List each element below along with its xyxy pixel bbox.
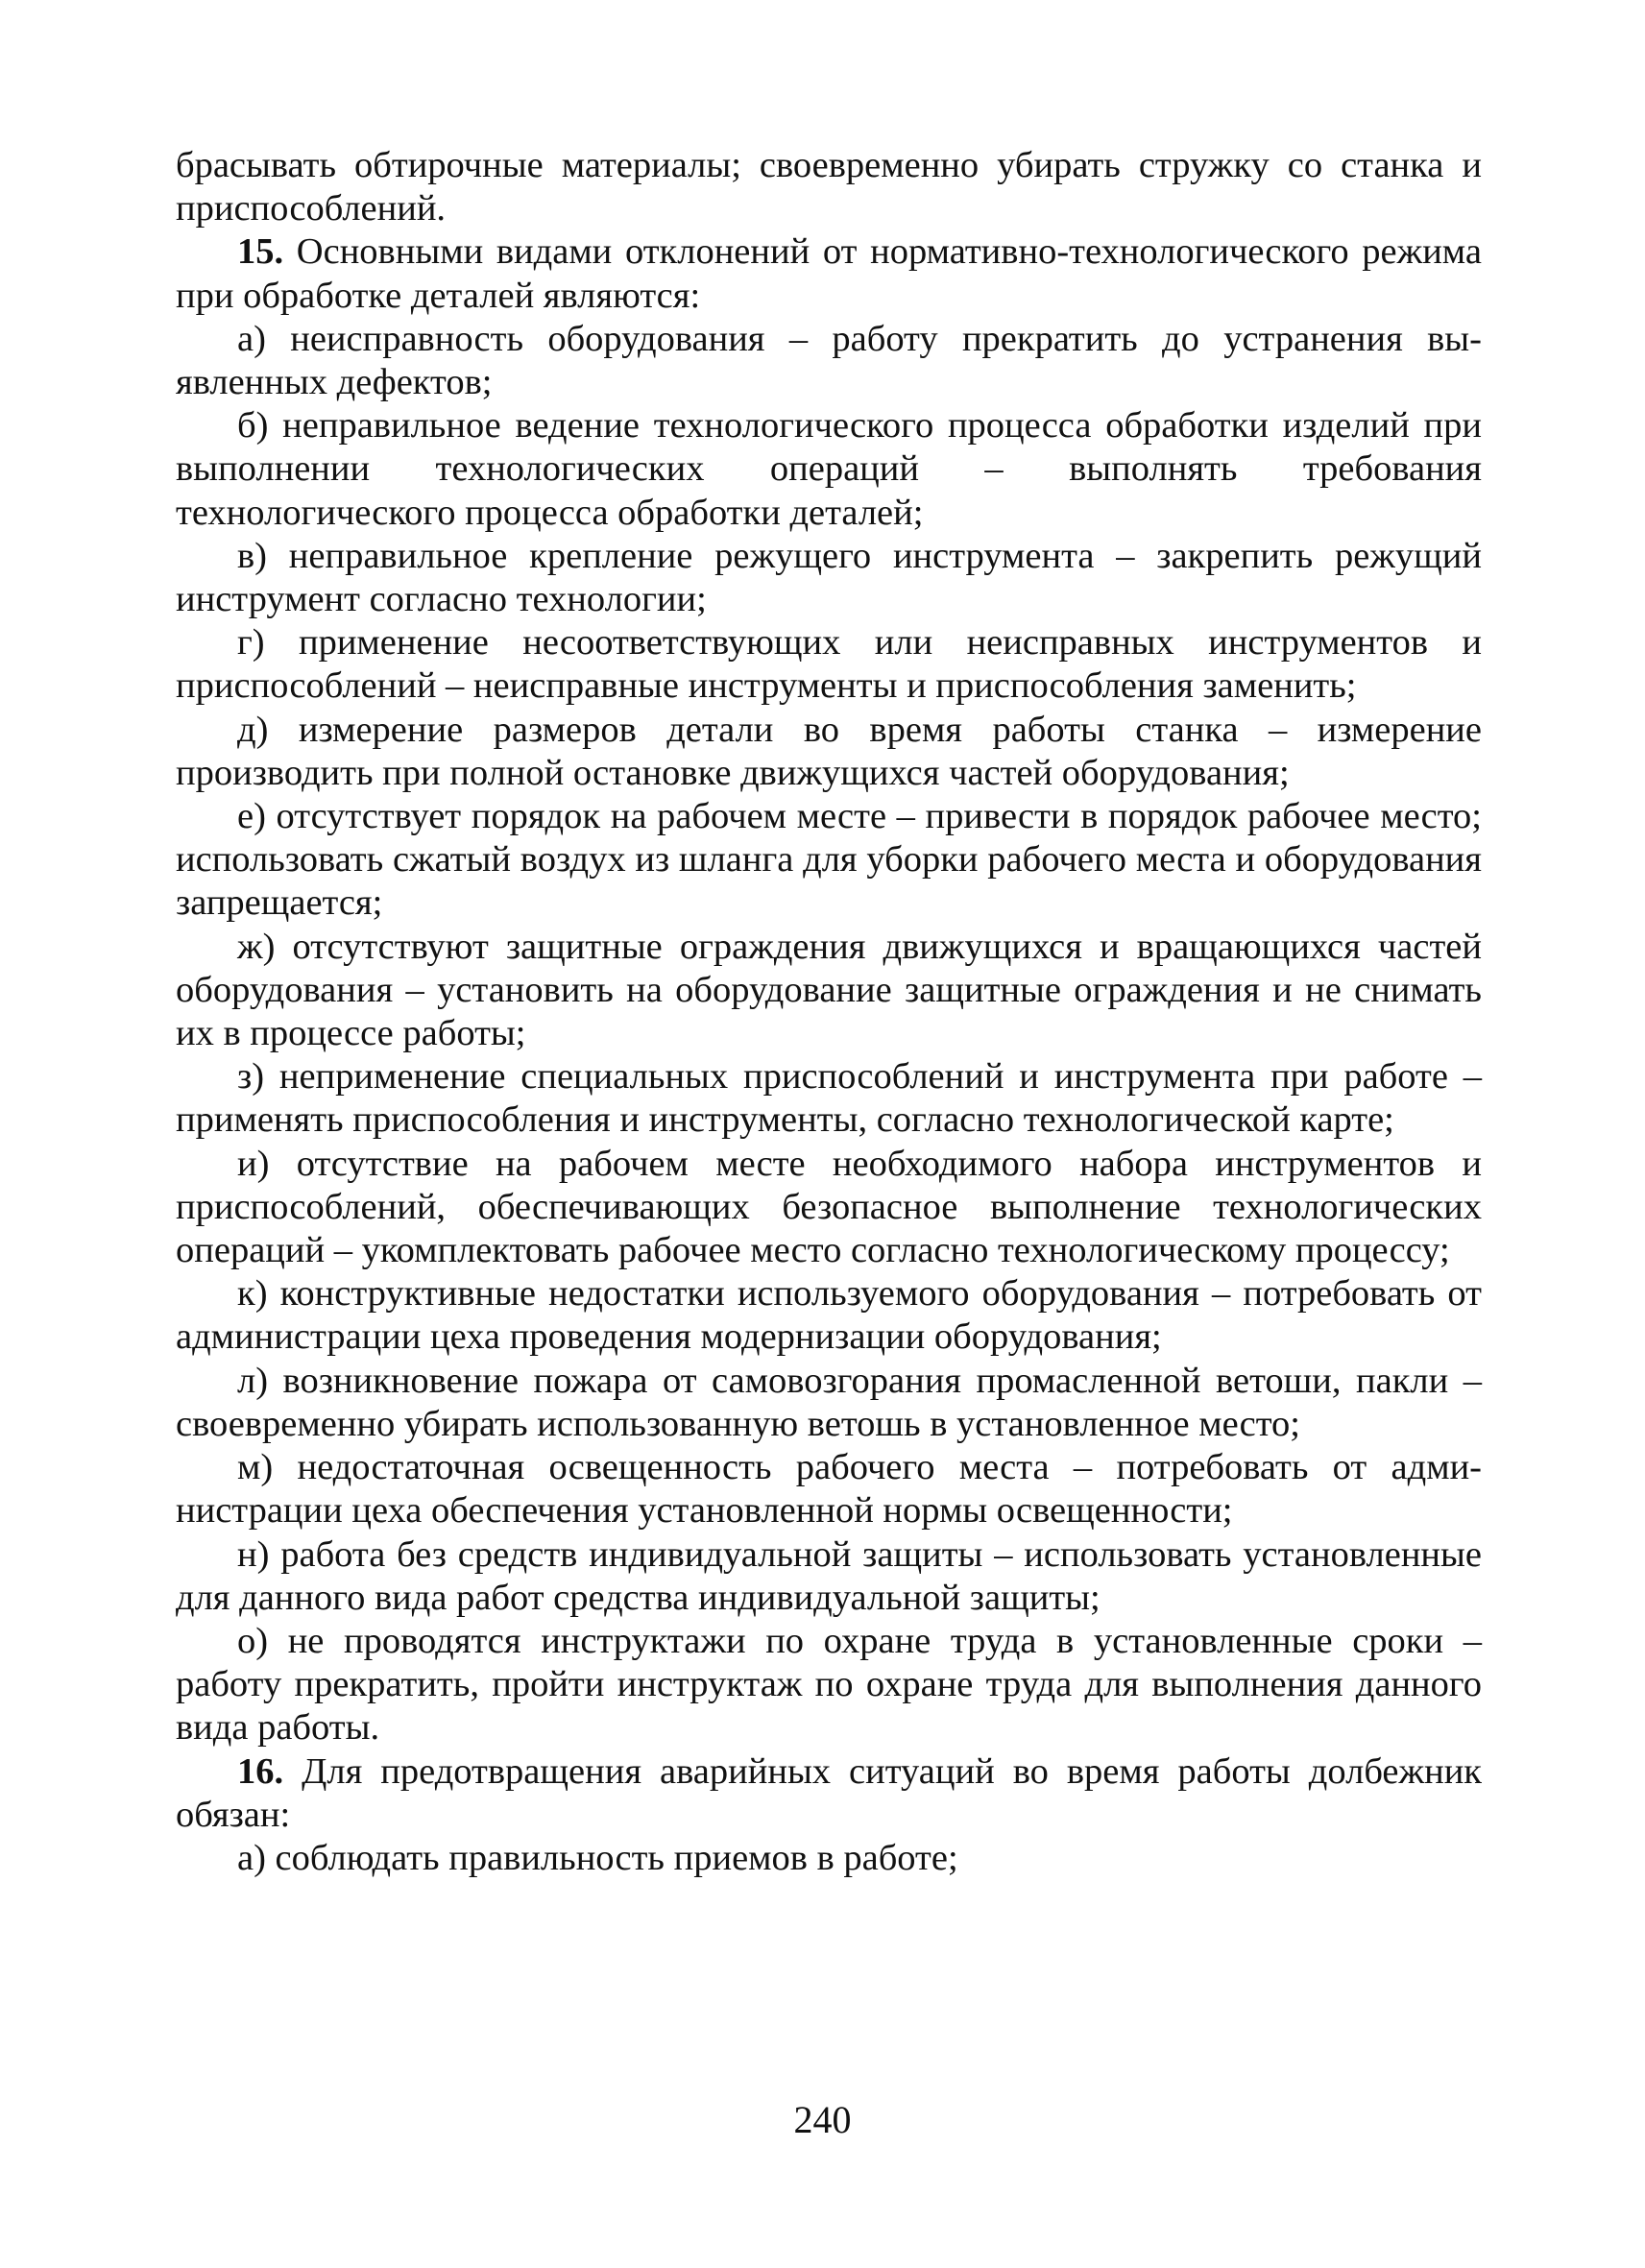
list-item-o: о) не проводятся инструктажи по охране труда в установленные сроки – работу прекратить, пройти инструктаж по охране труда для выполнения данного вида работы. <box>176 1620 1482 1749</box>
section-15-heading <box>176 230 1482 317</box>
document-body <box>176 144 1482 1880</box>
section-number: 15. <box>237 231 284 273</box>
list-item-i: и) отсутствие на рабочем месте необходимого набора инструментов и приспособлений, обеспечивающих безопасное выполнение технологических операций – укомплектовать рабочее место согласно технологическому процессу; <box>176 1143 1482 1271</box>
list-item-e: е) отсутствует порядок на рабочем месте – привести в порядок рабочее место; использовать сжатый воздух из шланга для уборки рабочего места и оборудования запрещается; <box>176 796 1482 924</box>
list-item-a: а) соблюдать правильность приемов в работе; <box>237 1837 958 1878</box>
page-number: 240 <box>793 2098 852 2141</box>
continuation-paragraph: брасывать обтирочные материалы; своевременно убирать стружку со станка и приспособлений. <box>176 145 1482 229</box>
list-item-a: а) неисправность оборудования – работу прекратить до устранения выявленных дефектов; <box>176 318 1482 403</box>
list-item-n: н) работа без средств индивидуальной защиты – использовать установленные для данного вида работ средства индивидуальной защиты; <box>176 1533 1482 1618</box>
list-item-l: л) возникновение пожара от самовозгорания промасленной ветоши, пакли – своевременно убирать использованную ветошь в установленное место; <box>176 1360 1482 1444</box>
list-item-z: з) неприменение специальных приспособлений и инструмента при работе – применять приспособления и инструменты, согласно технологической карте; <box>176 1056 1482 1141</box>
section-16-heading <box>176 1750 1482 1837</box>
list-item-zh: ж) отсутствуют защитные ограждения движущихся и вращающихся частей оборудования – установить на оборудование защитные ограждения и не снимать их в процессе работы; <box>176 926 1482 1054</box>
list-item-d: д) измерение размеров детали во время работы станка – измерение производить при полной остановке движущихся частей оборудования; <box>176 709 1482 793</box>
list-item-b: б) неправильное ведение технологического процесса обработки изделий при выполнении технологических операций – выполнять требования технологического процесса обработки деталей; <box>176 405 1482 533</box>
section-text: Для предотвращения аварийных ситуаций во время работы долбежник обязан: <box>176 1750 1482 1835</box>
list-item-k: к) конструктивные недостатки используемого оборудования – потребовать от администрации цеха проведения модернизации оборудования; <box>176 1273 1482 1358</box>
list-item-m: м) недостаточная освещенность рабочего места – потребовать от администрации цеха обеспечения установленной нормы освещенности; <box>176 1447 1482 1532</box>
list-item-g: г) применение несоответствующих или неисправных инструментов и приспособлений – неисправные инструменты и приспособления заменить; <box>176 622 1482 707</box>
section-number: 16. <box>237 1750 284 1792</box>
list-item-v: в) неправильное крепление режущего инструмента – закрепить режущий инструмент согласно технологии; <box>176 535 1482 620</box>
section-text: Основными видами отклонений от нормативно-технологического режима при обработке деталей являются: <box>176 231 1482 316</box>
